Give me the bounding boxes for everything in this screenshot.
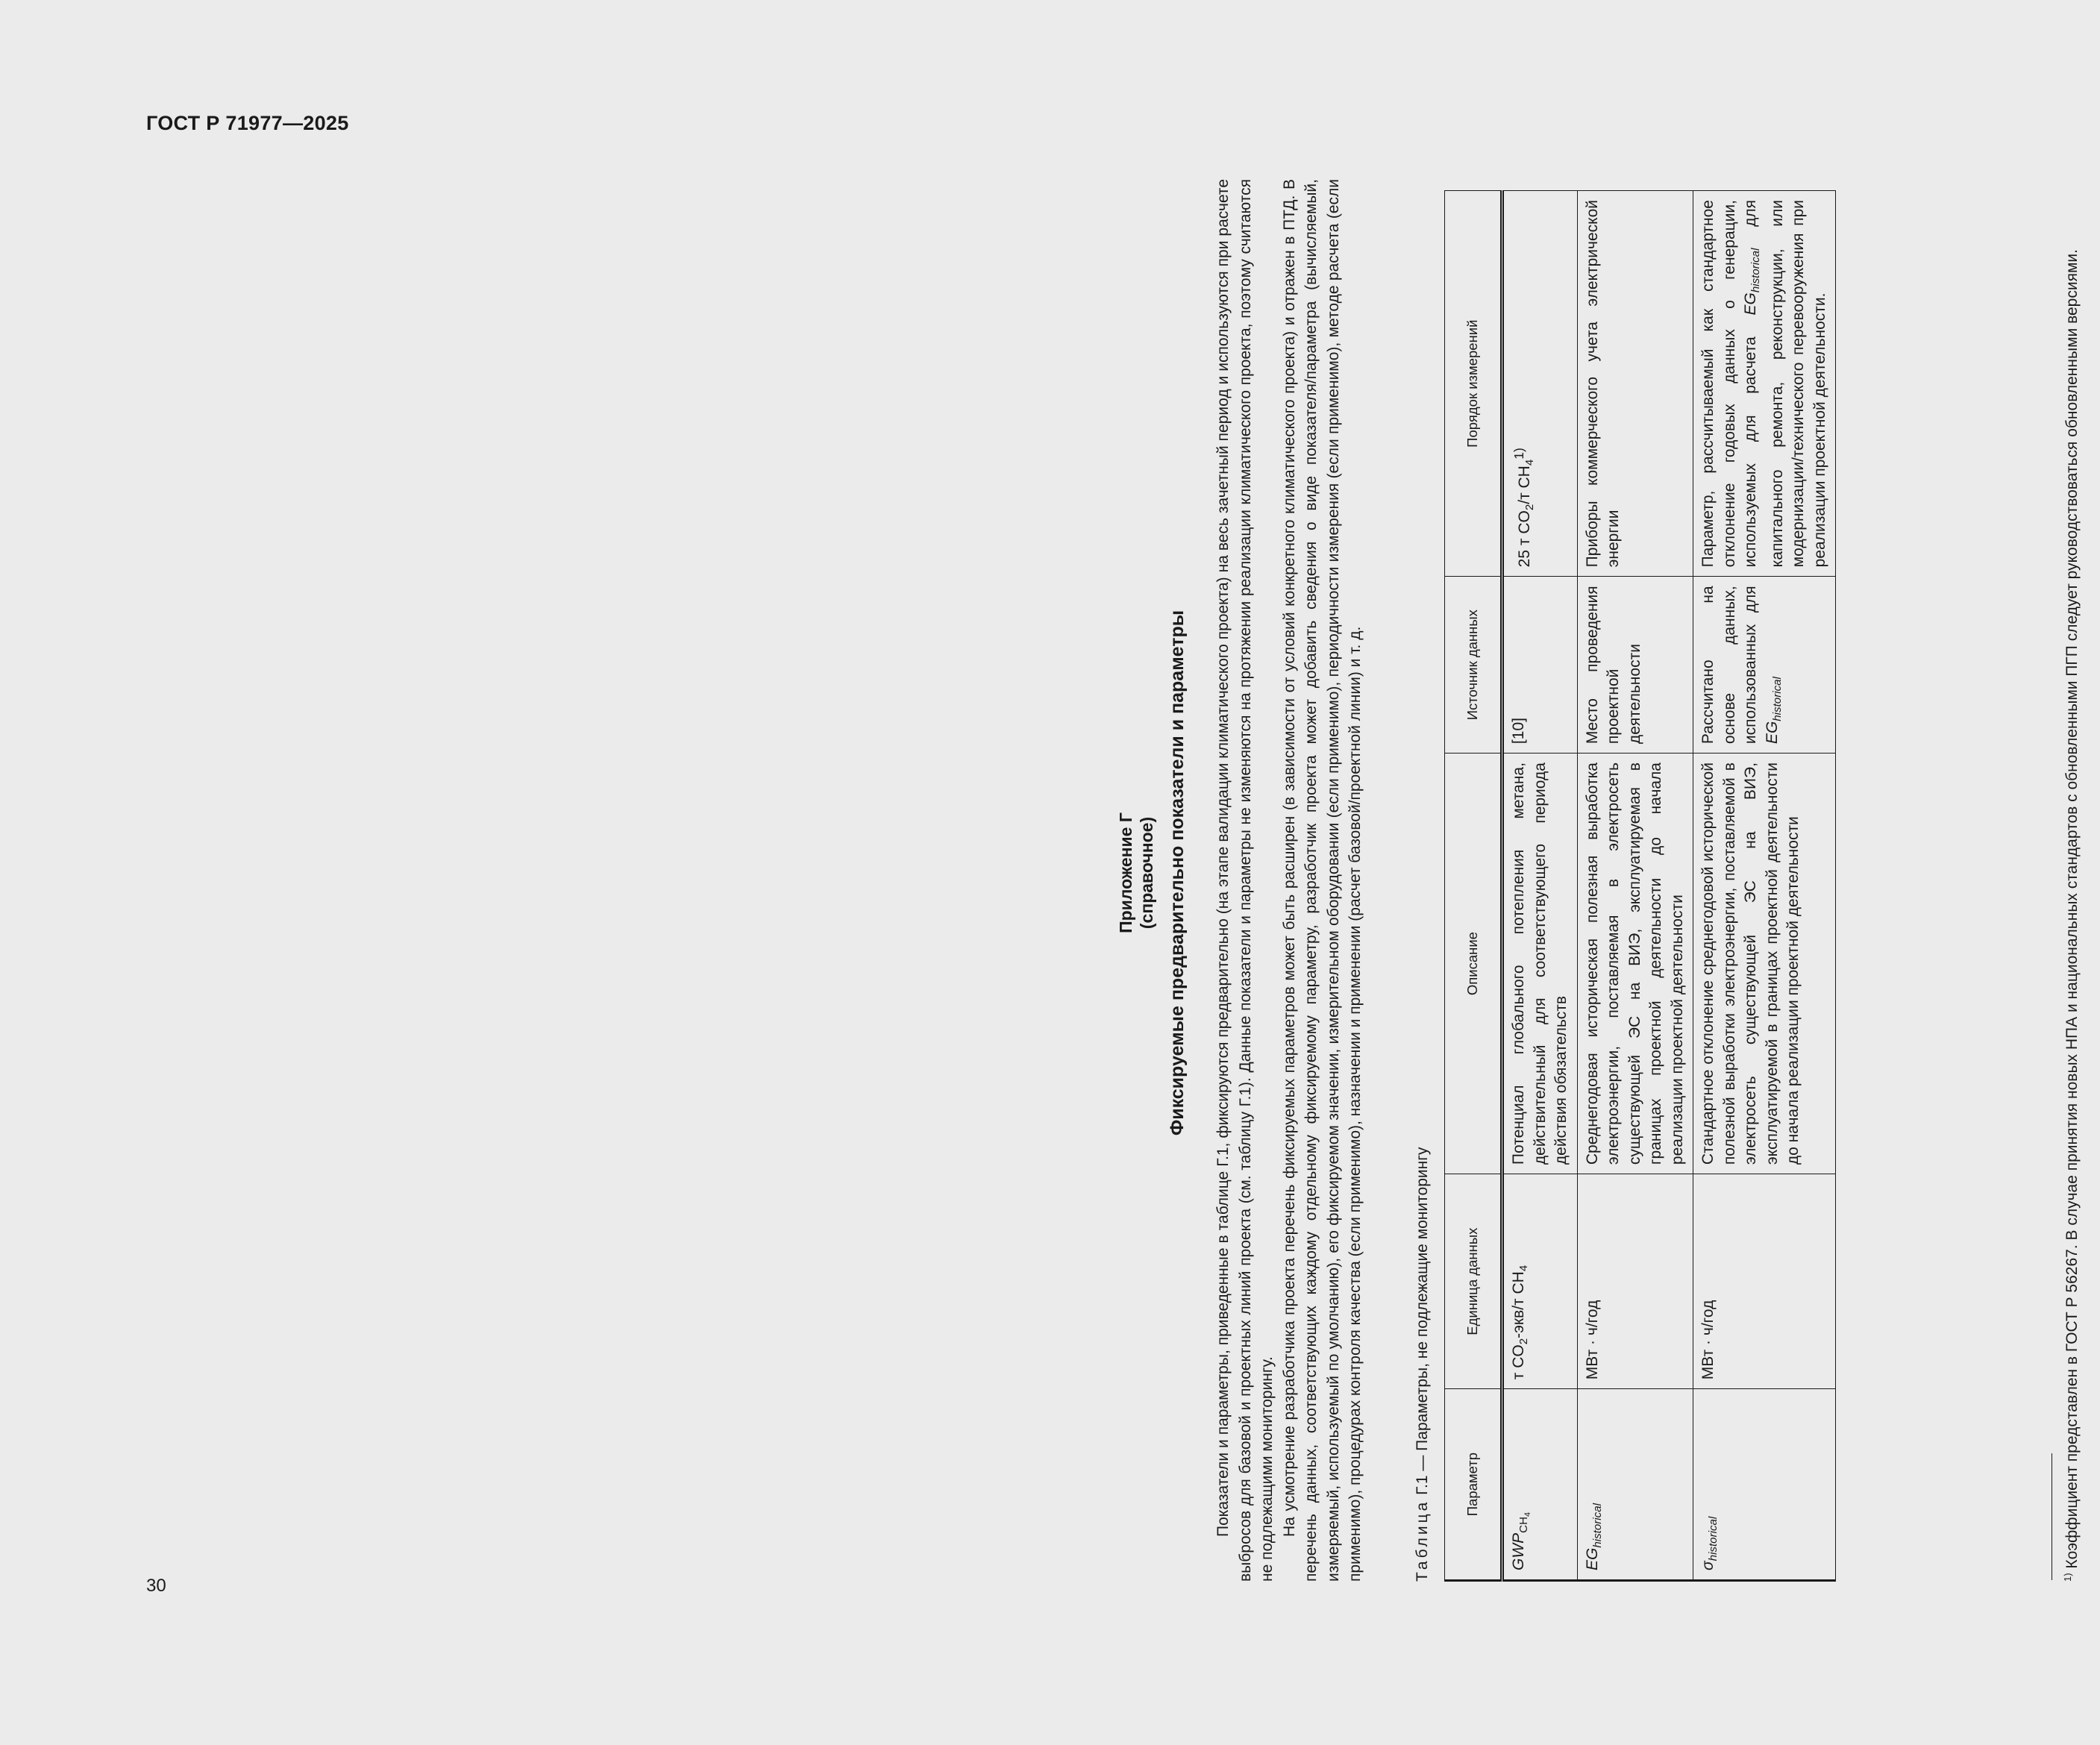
paragraph-2: На усмотрение разработчика проекта перечень фиксируемых параметров может быть расширен (в зависимости от условий конкретного климатического проекта) и отражен в ПТД. В перечень данных, соответствующих каждому отдельному фиксируемому параметру, разработчик проекта может добавить сведения о виде показателя/параметра (вычисляемый, измеряемый, используемый по умолчанию), его фиксируемом значении, измерительном оборудовании (если применимо), периодичности измерения (если применимо), методе расчета (если применимо), процедурах контроля качества (если применимо), назначении и применении (расчет базовой/проектной линии) и т. д. xyxy=(1280,179,1364,1582)
unit-subscript: 2 xyxy=(1517,1338,1531,1345)
description-cell: Среднегодовая историческая полезная выработка электроэнергии, поставляемая в электросеть существующей ЭС на ВИЭ, эксплуатируемая в границах проектной деятельности до начала реализации проектной деятельности xyxy=(1577,754,1693,1174)
order-variable: EG xyxy=(1742,292,1759,316)
param-cell xyxy=(1502,1389,1578,1581)
description-cell: Стандартное отклонение среднегодовой исторической полезной выработки электроэнергии, поставляемой в электросеть существующей ЭС на ВИЭ, эксплуатируемой в границах проектной деятельности до начала реализации проектной деятельности xyxy=(1693,754,1836,1174)
description-cell: Потенциал глобального потепления метана, действительный для соответствующего периода действия обязательств xyxy=(1502,754,1578,1174)
param-cell xyxy=(1693,1389,1836,1581)
order-subscript: 2 xyxy=(1523,504,1537,511)
order-subscript: 4 xyxy=(1523,459,1537,466)
order-text: Параметр, рассчитываемый как стандартное отклонение годовых данных о генерации, используемых для расчета xyxy=(1699,200,1759,568)
table-caption-text: Г.1 — Параметры, не подлежащие мониторингу xyxy=(1414,1147,1431,1495)
table-row xyxy=(1577,191,1693,1581)
order-variable-subscript: historical xyxy=(1749,248,1763,293)
unit-cell: МВт · ч/год xyxy=(1577,1174,1693,1389)
order-text: для капитального ремонта, реконструкции, или модернизации/технического перевооружения при реализации проектной деятельности. xyxy=(1742,200,1828,568)
param-subscript: CH xyxy=(1517,1517,1531,1533)
header-description: Описание xyxy=(1445,754,1502,1174)
footnote-ref: 1) xyxy=(1511,448,1526,460)
parameters-table xyxy=(1444,190,1836,1582)
order-cell xyxy=(1693,191,1836,577)
order-cell: Приборы коммерческого учета электрической энергии xyxy=(1577,191,1693,577)
param-subscript: historical xyxy=(1707,1516,1720,1561)
param-symbol: EG xyxy=(1583,1547,1601,1570)
param-cell xyxy=(1577,1389,1693,1581)
table-row xyxy=(1502,191,1578,1581)
order-part: 25 т CO xyxy=(1516,510,1533,568)
header-param: Параметр xyxy=(1445,1389,1502,1581)
header-unit: Единица данных xyxy=(1445,1174,1502,1389)
rotated-page-content xyxy=(1115,164,2100,1582)
header-measurement-order: Порядок измерений xyxy=(1445,191,1502,577)
table-caption xyxy=(1414,1147,1432,1582)
body-text xyxy=(1212,179,1367,1582)
source-cell: [10] xyxy=(1502,577,1578,754)
unit-cell xyxy=(1502,1174,1578,1389)
source-text: Рассчитано на основе данных, использованных для xyxy=(1699,586,1759,745)
footnote xyxy=(2057,179,2083,1582)
unit-cell: МВт · ч/год xyxy=(1693,1174,1836,1389)
unit-subscript: 4 xyxy=(1517,1265,1531,1272)
document-header: ГОСТ Р 71977—2025 xyxy=(146,112,349,134)
param-subscript: historical xyxy=(1590,1503,1604,1548)
param-subscript-2: 4 xyxy=(1523,1511,1533,1517)
section-title: Фиксируемые предварительно показатели и параметры xyxy=(1167,610,1188,1136)
paragraph-1: Показатели и параметры, приведенные в таблице Г.1, фиксируются предварительно (на этапе валидации климатического проекта) на весь зачетный период и используются при расчете выбросов для базовой и проектных линий проекта (см. таблицу Г.1). Данные показатели и параметры не изменяются на протяжении реализации климатического проекта, поэтому считаются не подлежащими мониторингу. xyxy=(1214,179,1276,1582)
source-variable-subscript: historical xyxy=(1770,677,1784,721)
header-source: Источник данных xyxy=(1445,577,1502,754)
param-symbol: GWP xyxy=(1510,1532,1527,1570)
order-part: /т CH xyxy=(1516,466,1533,504)
footnote-text: Коэффициент представлен в ГОСТ Р 56267. В случае принятия новых НПА и национальных стандартов с обновленными ПГП следует руководствоваться обновленными версиями. xyxy=(2063,249,2081,1569)
source-cell xyxy=(1693,577,1836,754)
unit-part: -экв/т CH xyxy=(1510,1271,1527,1338)
page-number: 30 xyxy=(146,1576,166,1596)
annex-subtitle: (справочное) xyxy=(1137,816,1156,930)
source-variable: EG xyxy=(1763,721,1781,745)
order-cell xyxy=(1502,191,1578,577)
annex-title: Приложение Г xyxy=(1116,812,1135,933)
table-header-row xyxy=(1445,191,1502,1581)
footnote-marker: 1) xyxy=(2062,1573,2073,1582)
table-caption-label: Таблица xyxy=(1414,1499,1431,1582)
param-symbol: σ xyxy=(1699,1561,1717,1570)
annex-heading xyxy=(1115,164,1157,1582)
unit-part: т CO xyxy=(1510,1344,1527,1380)
source-cell: Место проведения проектной деятельности xyxy=(1577,577,1693,754)
table-row xyxy=(1693,191,1836,1581)
